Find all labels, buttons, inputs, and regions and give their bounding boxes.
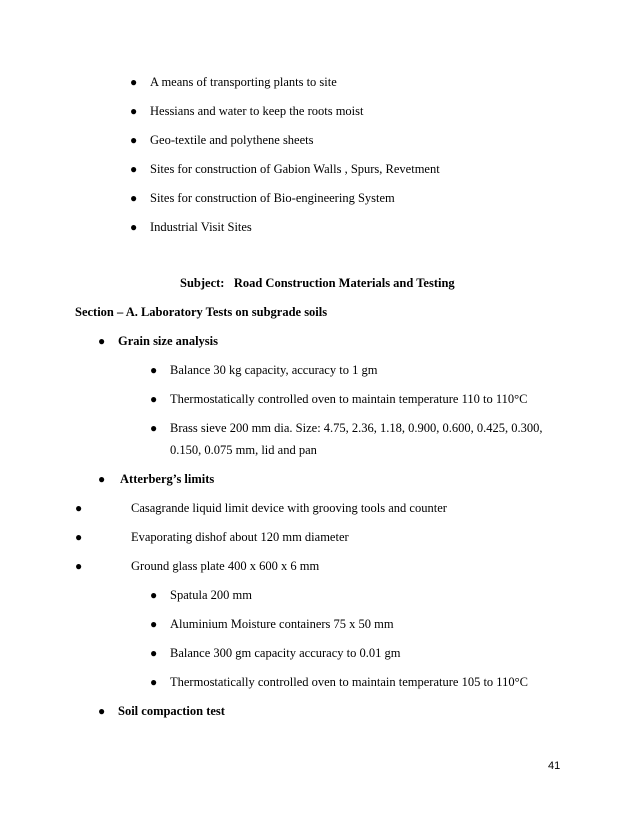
list-item: Industrial Visit Sites <box>150 220 252 234</box>
list-item: Spatula 200 mm <box>170 588 252 602</box>
list-item: Aluminium Moisture containers 75 x 50 mm <box>170 617 394 631</box>
list-item: Balance 300 gm capacity accuracy to 0.01 gm <box>170 646 401 660</box>
page-number: 41 <box>548 760 561 772</box>
bullet-icon: ● <box>150 646 158 660</box>
subject-heading: Subject: Road Construction Materials and Testing <box>180 276 455 290</box>
bullet-icon: ● <box>130 162 138 176</box>
list-item: Evaporating dishof about 120 mm diameter <box>131 530 349 544</box>
list-item: Geo-textile and polythene sheets <box>150 133 314 147</box>
bullet-icon: ● <box>150 363 158 377</box>
bullet-icon: ● <box>150 392 158 406</box>
list-item: Ground glass plate 400 x 600 x 6 mm <box>131 559 320 573</box>
atterberg-heading: Atterberg’s limits <box>120 472 215 486</box>
compaction-heading: Soil compaction test <box>118 704 225 718</box>
bullet-icon: ● <box>130 191 138 205</box>
bullet-icon: ● <box>98 334 106 348</box>
list-item: Brass sieve 200 mm dia. Size: 4.75, 2.36, 1.18, 0.900, 0.600, 0.425, 0.300, <box>170 421 543 435</box>
grain-size-heading: Grain size analysis <box>118 334 219 348</box>
bullet-icon: ● <box>150 588 158 602</box>
list-item: A means of transporting plants to site <box>150 75 337 89</box>
list-item: Thermostatically controlled oven to maintain temperature 110 to 110°C <box>170 392 528 406</box>
list-item-continuation: 0.150, 0.075 mm, lid and pan <box>170 443 317 457</box>
bullet-icon: ● <box>130 220 138 234</box>
bullet-icon: ● <box>75 559 83 573</box>
bullet-icon: ● <box>130 75 138 89</box>
bullet-icon: ● <box>150 617 158 631</box>
bullet-icon: ● <box>150 675 158 689</box>
bullet-icon: ● <box>98 704 106 718</box>
list-item: Sites for construction of Bio-engineering System <box>150 191 395 205</box>
list-item: Sites for construction of Gabion Walls , Spurs, Revetment <box>150 162 440 176</box>
bullet-icon: ● <box>75 501 83 515</box>
bullet-icon: ● <box>98 472 106 486</box>
bullet-icon: ● <box>150 421 158 435</box>
list-item: Balance 30 kg capacity, accuracy to 1 gm <box>170 363 378 377</box>
list-item: Casagrande liquid limit device with grooving tools and counter <box>131 501 447 515</box>
bullet-icon: ● <box>75 530 83 544</box>
bullet-icon: ● <box>130 104 138 118</box>
bullet-icon: ● <box>130 133 138 147</box>
section-heading: Section – A. Laboratory Tests on subgrade soils <box>75 305 328 319</box>
list-item: Hessians and water to keep the roots moist <box>150 104 364 118</box>
list-item: Thermostatically controlled oven to maintain temperature 105 to 110°C <box>170 675 528 689</box>
